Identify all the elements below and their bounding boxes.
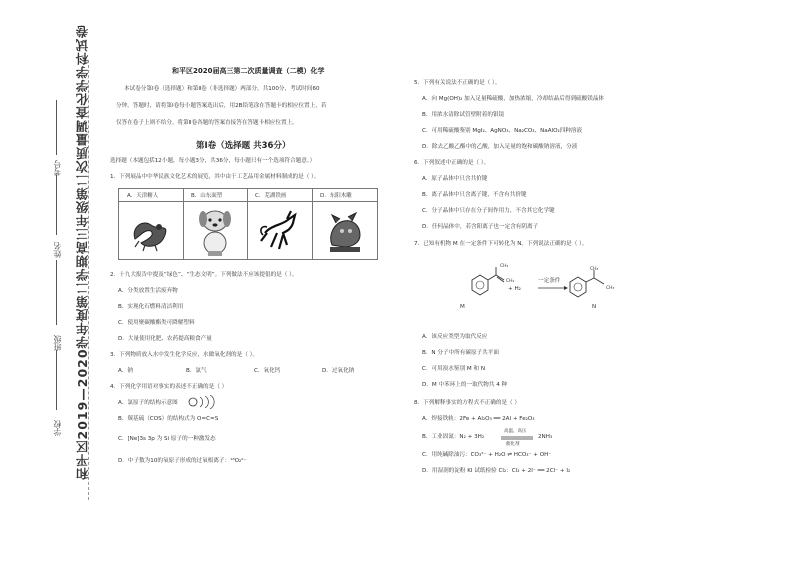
q1-caption-a: A．天津糖人 [127,193,159,199]
intro-line-2: 分钟。答题时，请将第Ⅰ卷每小题答案选出后，用2B铅笔涂在答题卡的相应位置上，若 [116,103,327,109]
q5-stem: 5．下列有关说法不正确的是（ ）。 [414,80,501,86]
section-note: 选择题（本题包括12小题，每小题3分，共36分，每小题只有一个选项符合题意。） [110,158,316,164]
q1-image-table [118,188,378,260]
q4-option-c: C．[Ne]3s 3p 为 Si 原子的一种激发态 [118,436,216,442]
exam-title: 和平区2020届高三第二次质量调查（二模）化学 [172,67,325,75]
q1-caption-c: C．芜湖铁画 [255,193,287,199]
q7-stem: 7．已知有机物 M 在一定条件下可转化为 N。下列说法正确的是（ ）。 [414,241,588,247]
school-line [56,350,57,410]
q1-caption-b: B．山东面塑 [191,193,223,199]
q3-option-d: D．过氧化钠 [322,368,355,374]
n-ch3-right-label: CH₃ [606,286,615,291]
q8-option-b: B．工业固氮：N₂ + 3H₂ [422,434,485,440]
q7-option-b: B．N 分子中所有碳原子共平面 [422,350,499,356]
class-label: 班级 [53,335,62,351]
intro-line-3: 仅答在卷子上则不给分。将第Ⅱ卷各题的答案直接答在答题卡相应位置上。 [116,120,298,126]
iron-horse-image [257,205,303,255]
m-ch2-label: CH₂ [506,279,515,284]
number-line [56,100,57,155]
q2-stem: 2．十九大报告中提及“绿色”、“生态文明”。下列做法不应该提倡的是（ ）。 [110,272,298,278]
q6-option-a: A．原子晶体中只含共价键 [422,176,488,182]
name-line [56,175,57,235]
number-label: 考号 [53,160,62,176]
q8-b-condition-bottom: 催化剂 [506,442,520,447]
q3-stem: 3．下列物质放入水中发生化学反应，水做氧化剂的是（ ）。 [110,352,258,358]
q4-stem: 4．下列化学用语对事实的表述不正确的是（ ） [110,384,228,390]
sugar-dragon-image [129,205,173,255]
intro-line-1: 本试卷分第Ⅰ卷（选择题）和第Ⅱ卷（非选择题）两部分，共100分，考试时间60 [124,86,320,92]
q6-stem: 6．下列叙述中正确的是（ ）。 [414,160,490,166]
q7-option-a: A．该反应类型为取代反应 [422,334,488,340]
q8-stem: 8．下列解释事实的方程式不正确的是（ ） [414,400,521,406]
m-ch3-label: CH₃ [500,264,509,269]
q2-option-a: A．分类放置生活废弃物 [118,288,178,294]
wood-carving-image [322,205,368,255]
q6-option-b: B．离子晶体中只含离子键，不含有共价键 [422,192,527,198]
q7-option-d: D．M 中苯环上的一取代物共 4 种 [422,382,508,388]
q8-option-c: C．用纯碱除油污：CO₃²⁻ + H₂O ⇌ HCO₃⁻ + OH⁻ [422,452,552,458]
reaction-condition: 一定条件 [538,278,561,284]
chlorine-atom-diagram [188,395,218,409]
class-line [56,260,57,325]
q8-b-product: 2NH₃ [538,434,553,440]
q3-option-b: B．氯气 [186,368,207,374]
q6-option-d: D．任何晶体中，若含阳离子也一定含有阴离子 [422,224,539,230]
q2-option-c: C．使用聚碳酸酯类可降解塑料 [118,320,195,326]
label-n: N [592,304,597,310]
q1-caption-d: D．东阳木雕 [320,193,352,199]
school-label: 学校 [53,420,62,436]
label-m: M [460,304,465,310]
n-ch3-top-label: CH₃ [590,267,599,272]
q1-cell-b [183,189,248,259]
q8-option-d: D．用湿润的淀粉 KI 试纸检验 Cl₂：Cl₂ + 2I⁻ ══ 2Cl⁻ + I₂ [422,468,571,474]
q4-option-d: D．中子数为10的氧原子形成的过氧根离子：¹⁸O₂²⁻ [118,458,247,464]
q5-option-b: B．用浓水清除试管壁附着的银镜 [422,112,505,118]
section-title: 第Ⅰ卷（选择题 共36分） [196,141,291,151]
q5-option-c: C．可用稀硫酸鉴别 MgI₂、AgNO₃、Na₂CO₃、NaAlO₂四种溶液 [422,128,583,134]
q1-cell-d [312,189,377,259]
q3-option-c: C．氧化钙 [254,368,281,374]
q4-option-b: B．羰基硫（COS）的结构式为 O=C=S [118,416,219,422]
q2-option-d: D．大量使用化肥、农药提高粮食产量 [118,336,212,342]
dough-dog-image [195,205,235,257]
q2-option-b: B．实现化石燃料清洁利用 [118,304,184,310]
q7-option-c: C．可用溴水鉴别 M 和 N [422,366,486,372]
name-label: 姓名 [53,242,62,258]
reaction-plus-h2: + H₂ [508,286,521,292]
q1-cell-c [247,189,313,259]
q3-option-a: A．钠 [118,368,134,374]
q1-cell-a [119,189,184,259]
q5-option-d: D．除去乙酸乙酯中的乙酸，加入足量的饱和碳酸钠溶液，分液 [422,144,578,150]
q4-option-a: A．氯原子的结构示意图 [118,400,178,406]
binding-dashed-line [88,60,89,500]
q8-option-a: A．焊接铁轨：2Fe + Al₂O₃ ══ 2Al + Fe₂O₃ [422,416,535,422]
strip-title: 和平区2019—2020学年度第二学期高三年级第二次质量调查化学学科试卷 [75,24,90,480]
q8-b-condition-top: 高温、高压 [504,429,527,434]
q5-option-a: A．向 Mg(OH)₂ 加入足量稀硫酸，加热浓缩，冷却结晶后得到硫酸镁晶体 [422,96,605,102]
q6-option-c: C．分子晶体中只存在分子间作用力，不含其它化学键 [422,208,555,214]
q1-stem: 1．下列展品中中华民族文化艺术的展览，其中由于工艺品用金属材料制成的是（ ）。 [110,174,320,180]
